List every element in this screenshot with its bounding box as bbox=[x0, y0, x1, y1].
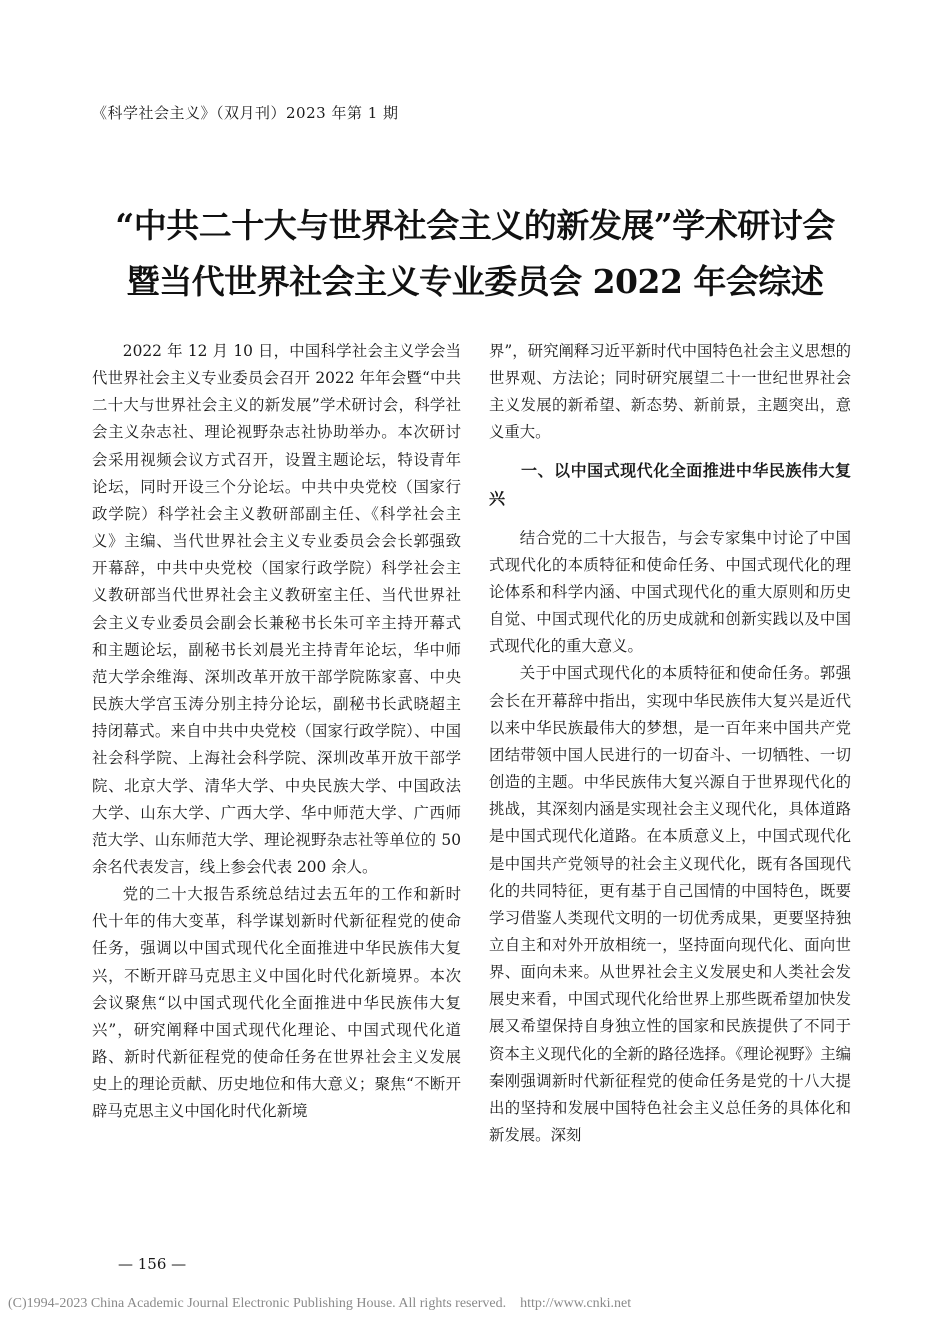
journal-header: 《科学社会主义》（双月刊）2023 年第 1 期 bbox=[92, 104, 399, 122]
paragraph-essence-mission: 关于中国式现代化的本质特征和使命任务。郭强会长在开幕辞中指出，实现中华民族伟大复兴是近代以来中华民族最伟大的梦想，是一百年来中国共产党团结带领中国人民进行的一切奋斗、一切牺牲、一切创造的主题。中华民族伟大复兴源自于世界现代化的挑战，其深刻内涵是实现社会主义现代化，具体道路是中国式现代化道路。在本质意义上，中国式现代化是中国共产党领导的社会主义现代化，既有各国现代化的共同特征，更有基于自己国情的中国特色，既要学习借鉴人类现代文明的一切优秀成果，更要坚持独立自主和对外开放相统一，坚持面向现代化、面向世界、面向未来。从世界社会主义发展史和人类社会发展史来看，中国式现代化给世界上那些既希望加快发展又希望保持自身独立性的国家和民族提供了不同于资本主义现代化的全新的路径选择。《理论视野》主编秦刚强调新时代新征程党的使命任务是党的十八大提出的坚持和发展中国特色社会主义总任务的具体化和新发展。深刻 bbox=[489, 664, 851, 1145]
website-link[interactable]: http://www.cnki.net bbox=[520, 1296, 632, 1311]
article-title-line-1: “中共二十大与世界社会主义的新发展”学术研讨会 bbox=[115, 206, 835, 245]
paragraph-report-summary: 党的二十大报告系统总结过去五年的工作和新时代十年的伟大变革，科学谋划新时代新征程党的使命任务，强调以中国式现代化全面推进中华民族伟大复兴，不断开辟马克思主义中国化时代化新境界。本次会议聚焦“以中国式现代化全面推进中华民族伟大复兴”，研究阐释中国式现代化理论、中国式现代化道路、新时代新征程党的使命任务在世界社会主义发展史上的理论贡献、历史地位和伟大意义；聚焦“不断开辟马克思主义中国化时代化新境 bbox=[92, 885, 461, 1121]
left-column bbox=[92, 338, 461, 1126]
right-column bbox=[489, 338, 851, 1149]
copyright-notice: (C)1994-2023 China Academic Journal Electronic Publishing House. All rights reserved. bbox=[8, 1296, 507, 1311]
footer bbox=[8, 1296, 631, 1312]
paragraph-discussion: 结合党的二十大报告，与会专家集中讨论了中国式现代化的本质特征和使命任务、中国式现代化的理论体系和科学内涵、中国式现代化的重大原则和历史自觉、中国式现代化的历史成就和创新实践以及中国式现代化的重大意义。 bbox=[489, 528, 851, 656]
paragraph-intro: 2022 年 12 月 10 日，中国科学社会主义学会当代世界社会主义专业委员会召开 2022 年年会暨“中共二十大与世界社会主义的新发展”学术研讨会，科学社会主义杂志社、理论视野杂志社协助举办。本次研讨会采用视频会议方式召开，设置主题论坛，特设青年论坛，同时开设三个分论坛。中共中央党校（国家行政学院）科学社会主义教研部副主任、《科学社会主义》主编、当代世界社会主义专业委员会会长郭强致开幕辞，中共中央党校（国家行政学院）科学社会主义教研部当代世界社会主义教研室主任、当代世界社会主义专业委员会副会长兼秘书长朱可辛主持开幕式和主题论坛，副秘书长刘晨光主持青年论坛，华中师范大学余维海、深圳改革开放干部学院陈家喜、中央民族大学宫玉涛分别主持分论坛，副秘书长武晓超主持闭幕式。来自中共中央党校（国家行政学院）、中国社会科学院、上海社会科学院、深圳改革开放干部学院、北京大学、清华大学、中央民族大学、中国政法大学、山东大学、广西大学、华中师范大学、广西师范大学、山东师范大学、理论视野杂志社等单位的 50 余名代表发言，线上参会代表 200 余人。 bbox=[92, 342, 461, 876]
paragraph-continued: 界”，研究阐释习近平新时代中国特色社会主义思想的世界观、方法论；同时研究展望二十一世纪世界社会主义发展的新希望、新态势、新前景，主题突出，意义重大。 bbox=[489, 342, 851, 442]
section-heading: 一、以中国式现代化全面推进中华民族伟大复兴 bbox=[489, 460, 851, 508]
page-number: — 156 — bbox=[118, 1255, 187, 1273]
article-title-line-2: 暨当代世界社会主义专业委员会 2022 年会综述 bbox=[126, 262, 824, 301]
